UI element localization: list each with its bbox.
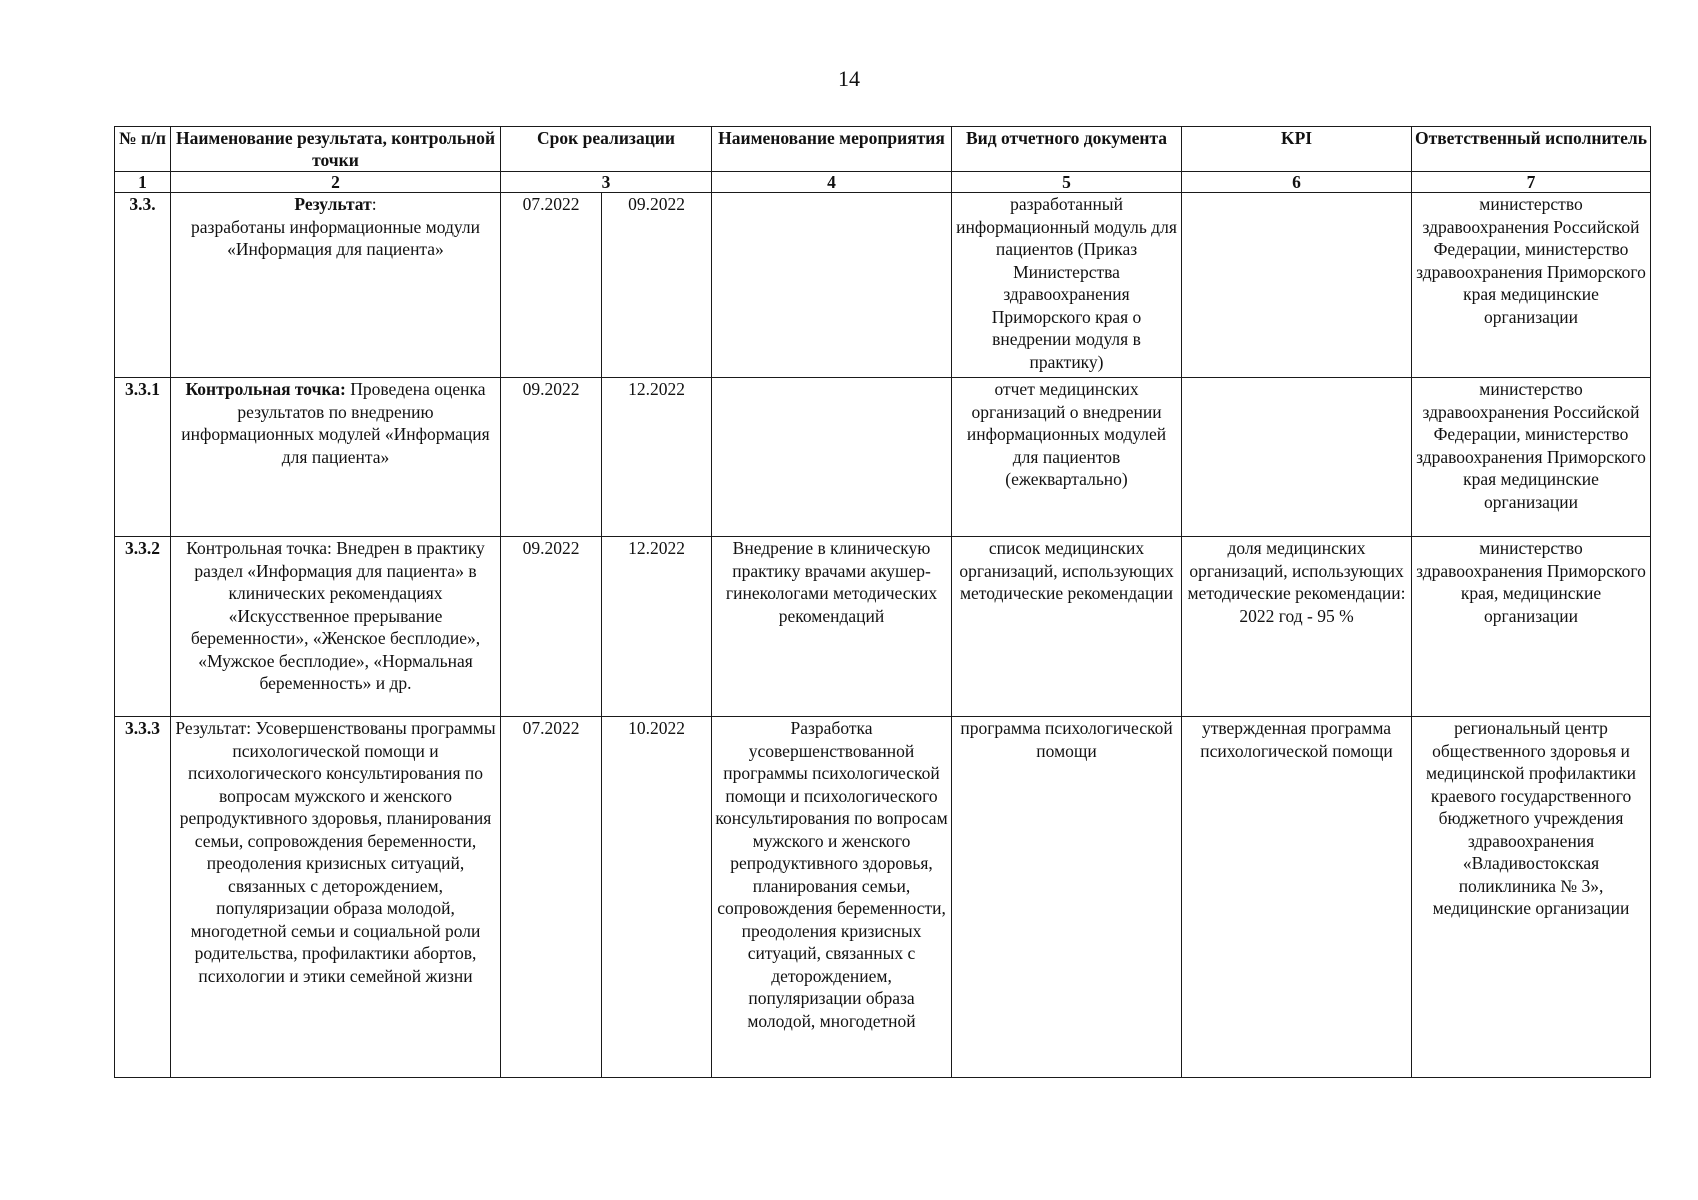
header-num: № п/п	[115, 127, 171, 172]
header-row	[115, 127, 1651, 172]
column-number: 3	[501, 172, 712, 193]
header-resp: Ответственный исполнитель	[1412, 127, 1651, 172]
table-row	[115, 717, 1651, 1078]
page-number: 14	[838, 66, 860, 91]
result-label: Результат	[294, 194, 372, 214]
row-number: 3.3.2	[115, 537, 171, 717]
end-date: 10.2022	[602, 717, 712, 1078]
result-name-text: разработаны информационные модули «Информация для пациента»	[191, 216, 480, 259]
result-name-cell	[171, 378, 501, 537]
report-document: отчет медицинских организаций о внедрении информационных модулей для пациентов (ежеквартально)	[952, 378, 1182, 537]
row-number: 3.3.3	[115, 717, 171, 1078]
table-row	[115, 537, 1651, 717]
column-number: 4	[712, 172, 952, 193]
responsible-executor: министерство здравоохранения Российской Федерации, министерство здравоохранения Приморского края медицинские организации	[1412, 378, 1651, 537]
column-number: 7	[1412, 172, 1651, 193]
result-name-text: Проведена оценка результатов по внедрению информационных модулей «Информация для пациента»	[181, 379, 490, 467]
header-name: Наименование результата, контрольной точки	[171, 127, 501, 172]
header-period: Срок реализации	[501, 127, 712, 172]
report-document: список медицинских организаций, использующих методические рекомендации	[952, 537, 1182, 717]
start-date: 07.2022	[501, 717, 602, 1078]
result-name-cell	[171, 193, 501, 378]
event-name	[712, 193, 952, 378]
end-date: 09.2022	[602, 193, 712, 378]
start-date: 09.2022	[501, 537, 602, 717]
event-name: Разработка усовершенствованной программы психологической помощи и психологического консультирования по вопросам мужского и женского репродуктивного здоровья, планирования семьи, сопровождения беременности, преодоления кризисных ситуаций, связанных с деторождением, популяризации образа молодой, многодетной	[712, 717, 952, 1078]
result-name-text: Результат: Усовершенствованы программы психологической помощи и психологического консультирования по вопросам мужского и женского репродуктивного здоровья, планирования семьи, сопровождения беременности, преодоления кризисных ситуаций, связанных с деторождением, популяризации образа молодой, многодетной семьи и социальной роли родительства, профилактики абортов, психологии и этики семейной жизни	[171, 717, 501, 1078]
responsible-executor: региональный центр общественного здоровья и медицинской профилактики краевого государственного бюджетного учреждения здравоохранения «Владивостокская поликлиника № 3», медицинские организации	[1412, 717, 1651, 1078]
checkpoint-label: Контрольная точка:	[185, 379, 346, 399]
result-name-text: Контрольная точка: Внедрен в практику раздел «Информация для пациента» в клинических рекомендациях «Искусственное прерывание беременности», «Женское бесплодие», «Мужское бесплодие», «Нормальная беременность» и др.	[171, 537, 501, 717]
column-number-row	[115, 172, 1651, 193]
start-date: 07.2022	[501, 193, 602, 378]
kpi-value: доля медицинских организаций, использующих методические рекомендации: 2022 год - 95 %	[1182, 537, 1412, 717]
row-number: 3.3.1	[115, 378, 171, 537]
header-event: Наименование мероприятия	[712, 127, 952, 172]
kpi-value: утвержденная программа психологической помощи	[1182, 717, 1412, 1078]
event-name	[712, 378, 952, 537]
event-name: Внедрение в клиническую практику врачами акушер-гинекологами методических рекомендаций	[712, 537, 952, 717]
report-document: разработанный информационный модуль для пациентов (Приказ Министерства здравоохранения Приморского края о внедрении модуля в практику)	[952, 193, 1182, 378]
column-number: 5	[952, 172, 1182, 193]
report-document: программа психологической помощи	[952, 717, 1182, 1078]
responsible-executor: министерство здравоохранения Российской Федерации, министерство здравоохранения Приморского края медицинские организации	[1412, 193, 1651, 378]
result-label-separator: :	[371, 194, 377, 214]
kpi-value	[1182, 193, 1412, 378]
row-number: 3.3.	[115, 193, 171, 378]
table-row	[115, 193, 1651, 378]
column-number: 6	[1182, 172, 1412, 193]
end-date: 12.2022	[602, 537, 712, 717]
column-number: 2	[171, 172, 501, 193]
plan-table	[114, 126, 1651, 1078]
end-date: 12.2022	[602, 378, 712, 537]
header-kpi: KPI	[1182, 127, 1412, 172]
header-doc: Вид отчетного документа	[952, 127, 1182, 172]
responsible-executor: министерство здравоохранения Приморского края, медицинские организации	[1412, 537, 1651, 717]
start-date: 09.2022	[501, 378, 602, 537]
kpi-value	[1182, 378, 1412, 537]
table-row	[115, 378, 1651, 537]
column-number: 1	[115, 172, 171, 193]
